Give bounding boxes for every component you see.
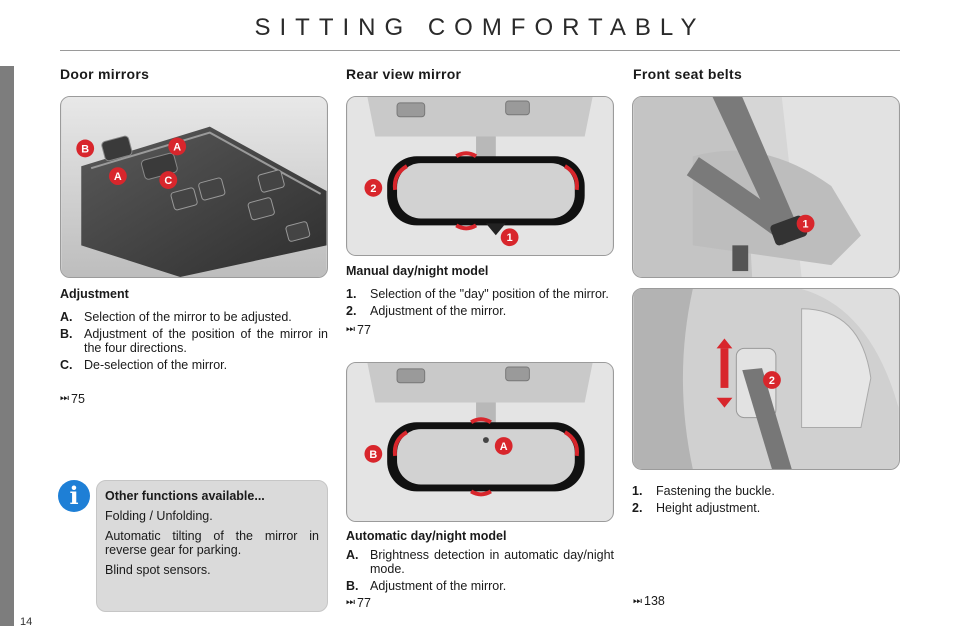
page-title: SITTING COMFORTABLY (254, 14, 706, 41)
manual-subheading: Manual day/night model (346, 264, 489, 278)
skip-forward-icon: ⏭ (60, 393, 67, 404)
door-mirrors-title: Door mirrors (60, 66, 150, 82)
list-item: C. De-selection of the mirror. (60, 358, 228, 372)
info-line: Automatic tilting of the mirror in reverse gear for parking. (105, 529, 319, 557)
callout-label: C (164, 175, 173, 188)
door-mirrors-text (60, 287, 328, 406)
callout-markers (763, 371, 781, 389)
door-mirror-controls-photo (60, 96, 328, 278)
callout-label: 1 (802, 218, 809, 231)
seat-belt-buckle-illustration (633, 97, 899, 277)
list-item: 1. Fastening the buckle. (632, 484, 775, 498)
info-line: Blind spot sensors. (105, 563, 211, 577)
page-edge-tab (0, 66, 14, 626)
page-reference[interactable]: ⏭ 75 (60, 392, 85, 406)
skip-forward-icon: ⏭ (346, 597, 353, 608)
callout-markers (797, 215, 815, 233)
title-divider (60, 50, 900, 51)
skip-forward-icon: ⏭ (633, 595, 640, 607)
seat-belt-height-photo (632, 288, 900, 470)
page-reference[interactable]: ⏭ 77 (346, 323, 371, 337)
page-number: 14 (20, 616, 33, 628)
list-item: 2. Height adjustment. (632, 501, 761, 515)
callout-label: A (499, 440, 508, 453)
seat-belt-buckle-photo (632, 96, 900, 278)
callout-label: 1 (506, 232, 513, 245)
automatic-subheading: Automatic day/night model (346, 529, 507, 543)
info-icon: i (58, 480, 90, 512)
page-reference[interactable]: ⏭ 138 (633, 594, 665, 608)
info-line: Folding / Unfolding. (105, 509, 213, 523)
callout-label: 2 (370, 182, 377, 195)
adjustment-subheading: Adjustment (60, 287, 129, 301)
list-item: 2. Adjustment of the mirror. (346, 304, 507, 318)
front-seat-belts-title: Front seat belts (633, 66, 743, 82)
automatic-mirror-illustration (347, 363, 613, 521)
list-item: 1. Selection of the "day" position of the mirror. (346, 287, 609, 301)
door-mirror-controls-illustration (61, 97, 327, 277)
page-reference[interactable]: ⏭ 77 (346, 596, 371, 610)
callout-label: 2 (768, 374, 775, 387)
seat-belts-text (632, 478, 900, 515)
list-item: B. Adjustment of the position of the mirror in the four directions. (60, 327, 328, 355)
rear-view-mirror-title: Rear view mirror (346, 66, 462, 82)
automatic-mirror-photo (346, 362, 614, 522)
callout-label: B (81, 143, 90, 156)
callout-label: A (113, 171, 122, 184)
skip-forward-icon: ⏭ (346, 324, 353, 335)
seat-belt-height-illustration (633, 289, 899, 469)
list-item: B. Adjustment of the mirror. (346, 579, 507, 593)
callout-label: B (369, 448, 378, 461)
callout-label: A (173, 141, 182, 154)
manual-mirror-illustration (347, 97, 613, 255)
info-box (96, 480, 328, 612)
manual-mirror-text (346, 264, 614, 337)
manual-mirror-photo (346, 96, 614, 256)
list-item: A. Brightness detection in automatic day/night mode. (346, 548, 614, 576)
automatic-mirror-text (346, 529, 614, 610)
info-box-heading: Other functions available... (105, 489, 265, 503)
list-item: A. Selection of the mirror to be adjusted. (60, 310, 292, 324)
